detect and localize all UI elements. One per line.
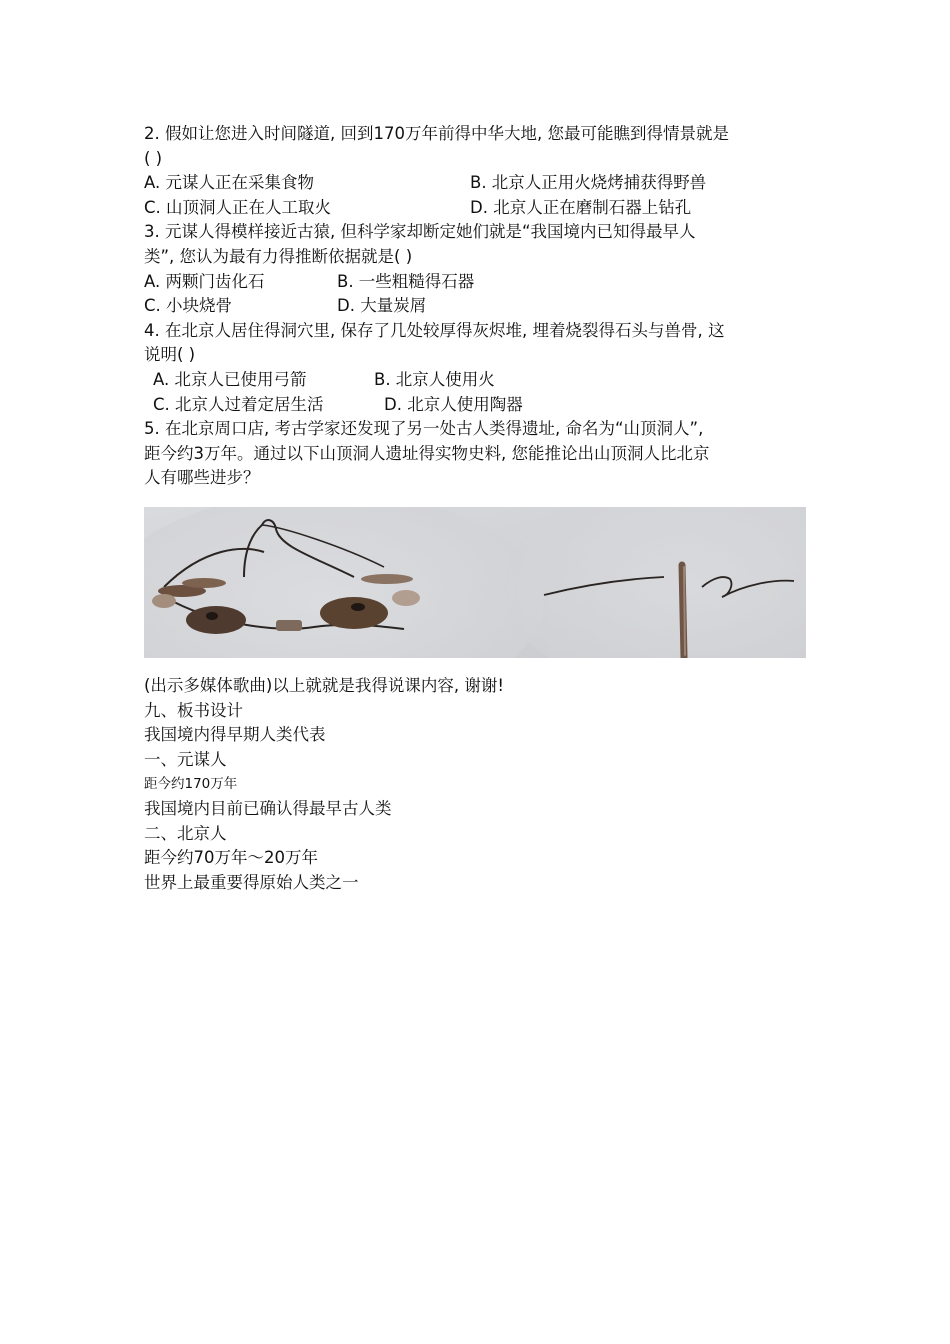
section2-time: 距今约70万年～20万年 — [144, 848, 318, 868]
q3-option-c: C. 小块烧骨 — [144, 296, 233, 316]
artifact-photo — [144, 507, 806, 658]
q3-options-row2 — [144, 294, 808, 319]
q4-options-row1 — [144, 368, 808, 393]
closing-remark: (出示多媒体歌曲)以上就就是我得说课内容, 谢谢! — [144, 676, 504, 695]
q2-stem-line1: 2. 假如让您进入时间隧道, 回到170万年前得中华大地, 您最可能瞧到得情景就是 — [144, 124, 729, 143]
q5-stem-line3: 人有哪些进步？ — [144, 468, 260, 488]
board-title: 我国境内得早期人类代表 — [144, 725, 326, 745]
q5-stem-line2: 距今约3万年。通过以下山顶洞人遗址得实物史料, 您能推论出山顶洞人比北京 — [144, 443, 710, 463]
q4-options-row2 — [144, 393, 808, 418]
section2-title: 二、北京人 — [144, 823, 227, 843]
q4-stem-line1: 4. 在北京人居住得洞穴里, 保存了几处较厚得灰烬堆, 埋着烧裂得石头与兽骨, 这 — [144, 320, 725, 340]
q2-option-a: A. 元谋人正在采集食物 — [144, 173, 314, 193]
q3-option-d: D. 大量炭屑 — [337, 296, 427, 316]
q2-stem-line2: ( ) — [144, 148, 163, 168]
section2-desc: 世界上最重要得原始人类之一 — [144, 872, 359, 892]
q2-options-row1 — [144, 171, 808, 196]
q4-option-b: B. 北京人使用火 — [374, 369, 495, 389]
section1-title: 一、元谋人 — [144, 749, 227, 769]
q3-stem-line1: 3. 元谋人得模样接近古猿, 但科学家却断定她们就是“我国境内已知得最早人 — [144, 222, 696, 242]
q3-option-b: B. 一些粗糙得石器 — [337, 271, 475, 291]
q2-option-d: D. 北京人正在磨制石器上钻孔 — [470, 197, 692, 217]
q2-options-row2 — [144, 196, 808, 221]
q2-option-b: B. 北京人正用火烧烤捕获得野兽 — [470, 173, 707, 193]
q4-option-a: A. 北京人已使用弓箭 — [153, 369, 307, 389]
q3-stem-line2: 类”, 您认为最有力得推断依据就是( ) — [144, 246, 413, 266]
section1-time: 距今约170万年 — [144, 776, 238, 793]
board-design-section — [144, 674, 808, 895]
document-page — [144, 122, 808, 491]
q4-option-d: D. 北京人使用陶器 — [384, 394, 523, 414]
section1-desc: 我国境内目前已确认得最早古人类 — [144, 798, 392, 818]
q3-option-a: A. 两颗门齿化石 — [144, 271, 265, 291]
q4-stem-line2: 说明( ) — [144, 345, 196, 365]
q4-option-c: C. 北京人过着定居生活 — [153, 394, 324, 414]
q2-option-c: C. 山顶洞人正在人工取火 — [144, 197, 332, 217]
q3-options-row1 — [144, 270, 808, 295]
board-heading: 九、板书设计 — [144, 700, 243, 720]
q5-stem-line1: 5. 在北京周口店, 考古学家还发现了另一处古人类得遗址, 命名为“山顶洞人”, — [144, 419, 704, 439]
